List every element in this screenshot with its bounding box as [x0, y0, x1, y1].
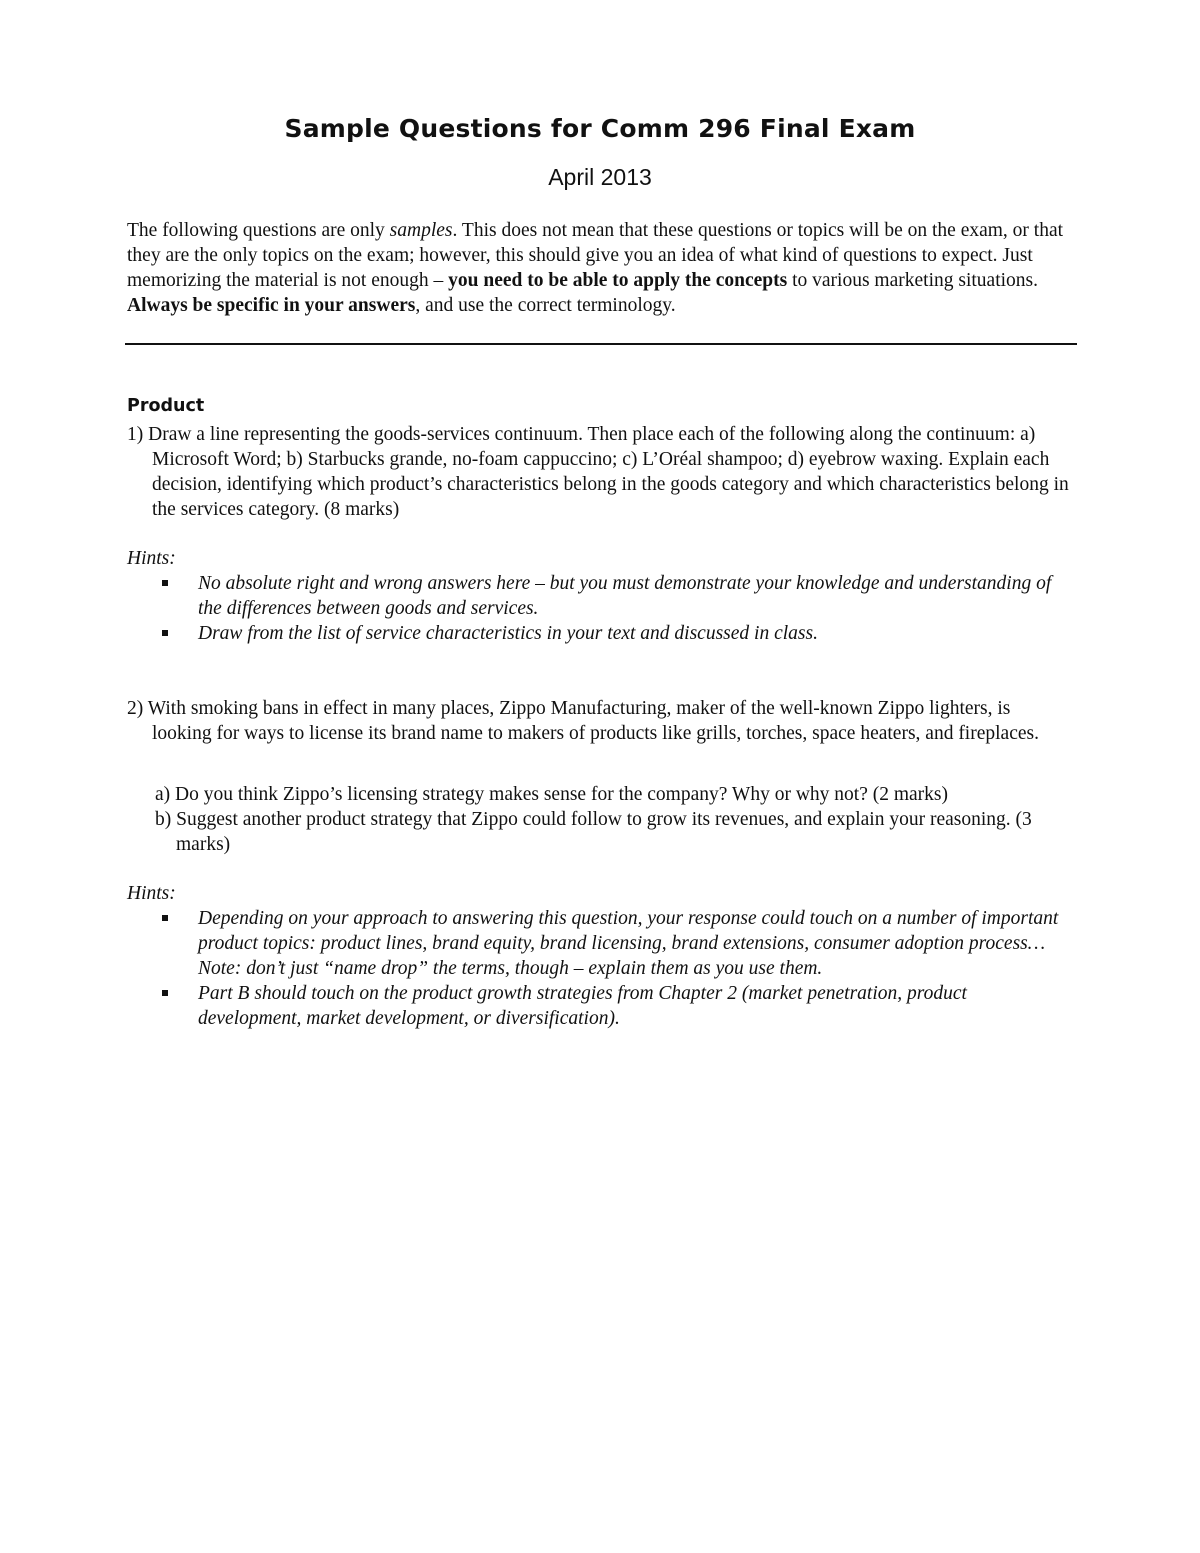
bullet-icon — [162, 580, 168, 586]
question-1-text: 1) Draw a line representing the goods-services continuum. Then place each of the following along the continuum: a) Microsoft Word; b) Starbucks grande, no-foam cappuccino; c) L’Oréal shampoo; d) eyebrow waxing. Explain each decision, identifying which product’s characteristics belong in the goods category and which characteristics belong in the services category. (8 marks) — [127, 424, 1069, 520]
question-2 — [127, 696, 1072, 746]
intro-paragraph — [127, 218, 1077, 318]
hint-item — [160, 571, 1075, 621]
intro-text-3: to various marketing situations. — [787, 270, 1038, 291]
intro-text-4: , and use the correct terminology. — [415, 295, 676, 316]
hint-text: No absolute right and wrong answers here – but you must demonstrate your knowledge and understanding of the differences between goods and services. — [198, 573, 1052, 619]
question-1-hints-list — [160, 571, 1075, 646]
question-2-part-b: b) Suggest another product strategy that Zippo could follow to grow its revenues, and explain your reasoning. (3 marks) — [155, 809, 1032, 855]
hint-text: Part B should touch on the product growth strategies from Chapter 2 (market penetration, product development, market development, or diversification). — [198, 983, 967, 1029]
document-title: Sample Questions for Comm 296 Final Exam — [284, 114, 916, 143]
horizontal-rule — [125, 343, 1077, 345]
question-2-text: 2) With smoking bans in effect in many places, Zippo Manufacturing, maker of the well-known Zippo lighters, is looking for ways to license its brand name to makers of products like grills, torches, space heaters, and fireplaces. — [127, 698, 1039, 744]
hint-item — [160, 621, 1075, 646]
hint-text: Draw from the list of service characteristics in your text and discussed in class. — [198, 623, 818, 644]
intro-emphasis-samples: samples — [389, 220, 453, 241]
question-2-parts — [155, 782, 1065, 857]
intro-bold-be-specific: Always be specific in your answers — [127, 295, 416, 316]
bullet-icon — [162, 990, 168, 996]
question-2-part-a: a) Do you think Zippo’s licensing strategy makes sense for the company? Why or why not? (2 marks) — [155, 784, 948, 805]
hint-item — [160, 906, 1075, 981]
hint-item — [160, 981, 1075, 1031]
document-date: April 2013 — [548, 164, 652, 190]
intro-text-2: . This does not mean that these questions or topics will be on the exam, or that they are the only topics on the exam; however, this should give you an idea of what kind of questions to expect. Just memorizing the material is not enough – — [127, 220, 1064, 291]
question-2-hints-list — [160, 906, 1075, 1031]
hint-text: Depending on your approach to answering this question, your response could touch on a number of important product topics: product lines, brand equity, brand licensing, brand extensions, consumer adoption process… Note: don’t just “name drop” the terms, though – explain them as you use them. — [198, 908, 1059, 979]
bullet-icon — [162, 630, 168, 636]
question-1 — [127, 422, 1072, 522]
intro-bold-apply-concepts: you need to be able to apply the concepts — [448, 270, 788, 291]
bullet-icon — [162, 915, 168, 921]
question-2-hints-label: Hints: — [127, 883, 176, 904]
intro-text-1: The following questions are only — [127, 220, 390, 241]
question-1-hints-label: Hints: — [127, 548, 176, 569]
section-heading-product: Product — [127, 396, 205, 416]
